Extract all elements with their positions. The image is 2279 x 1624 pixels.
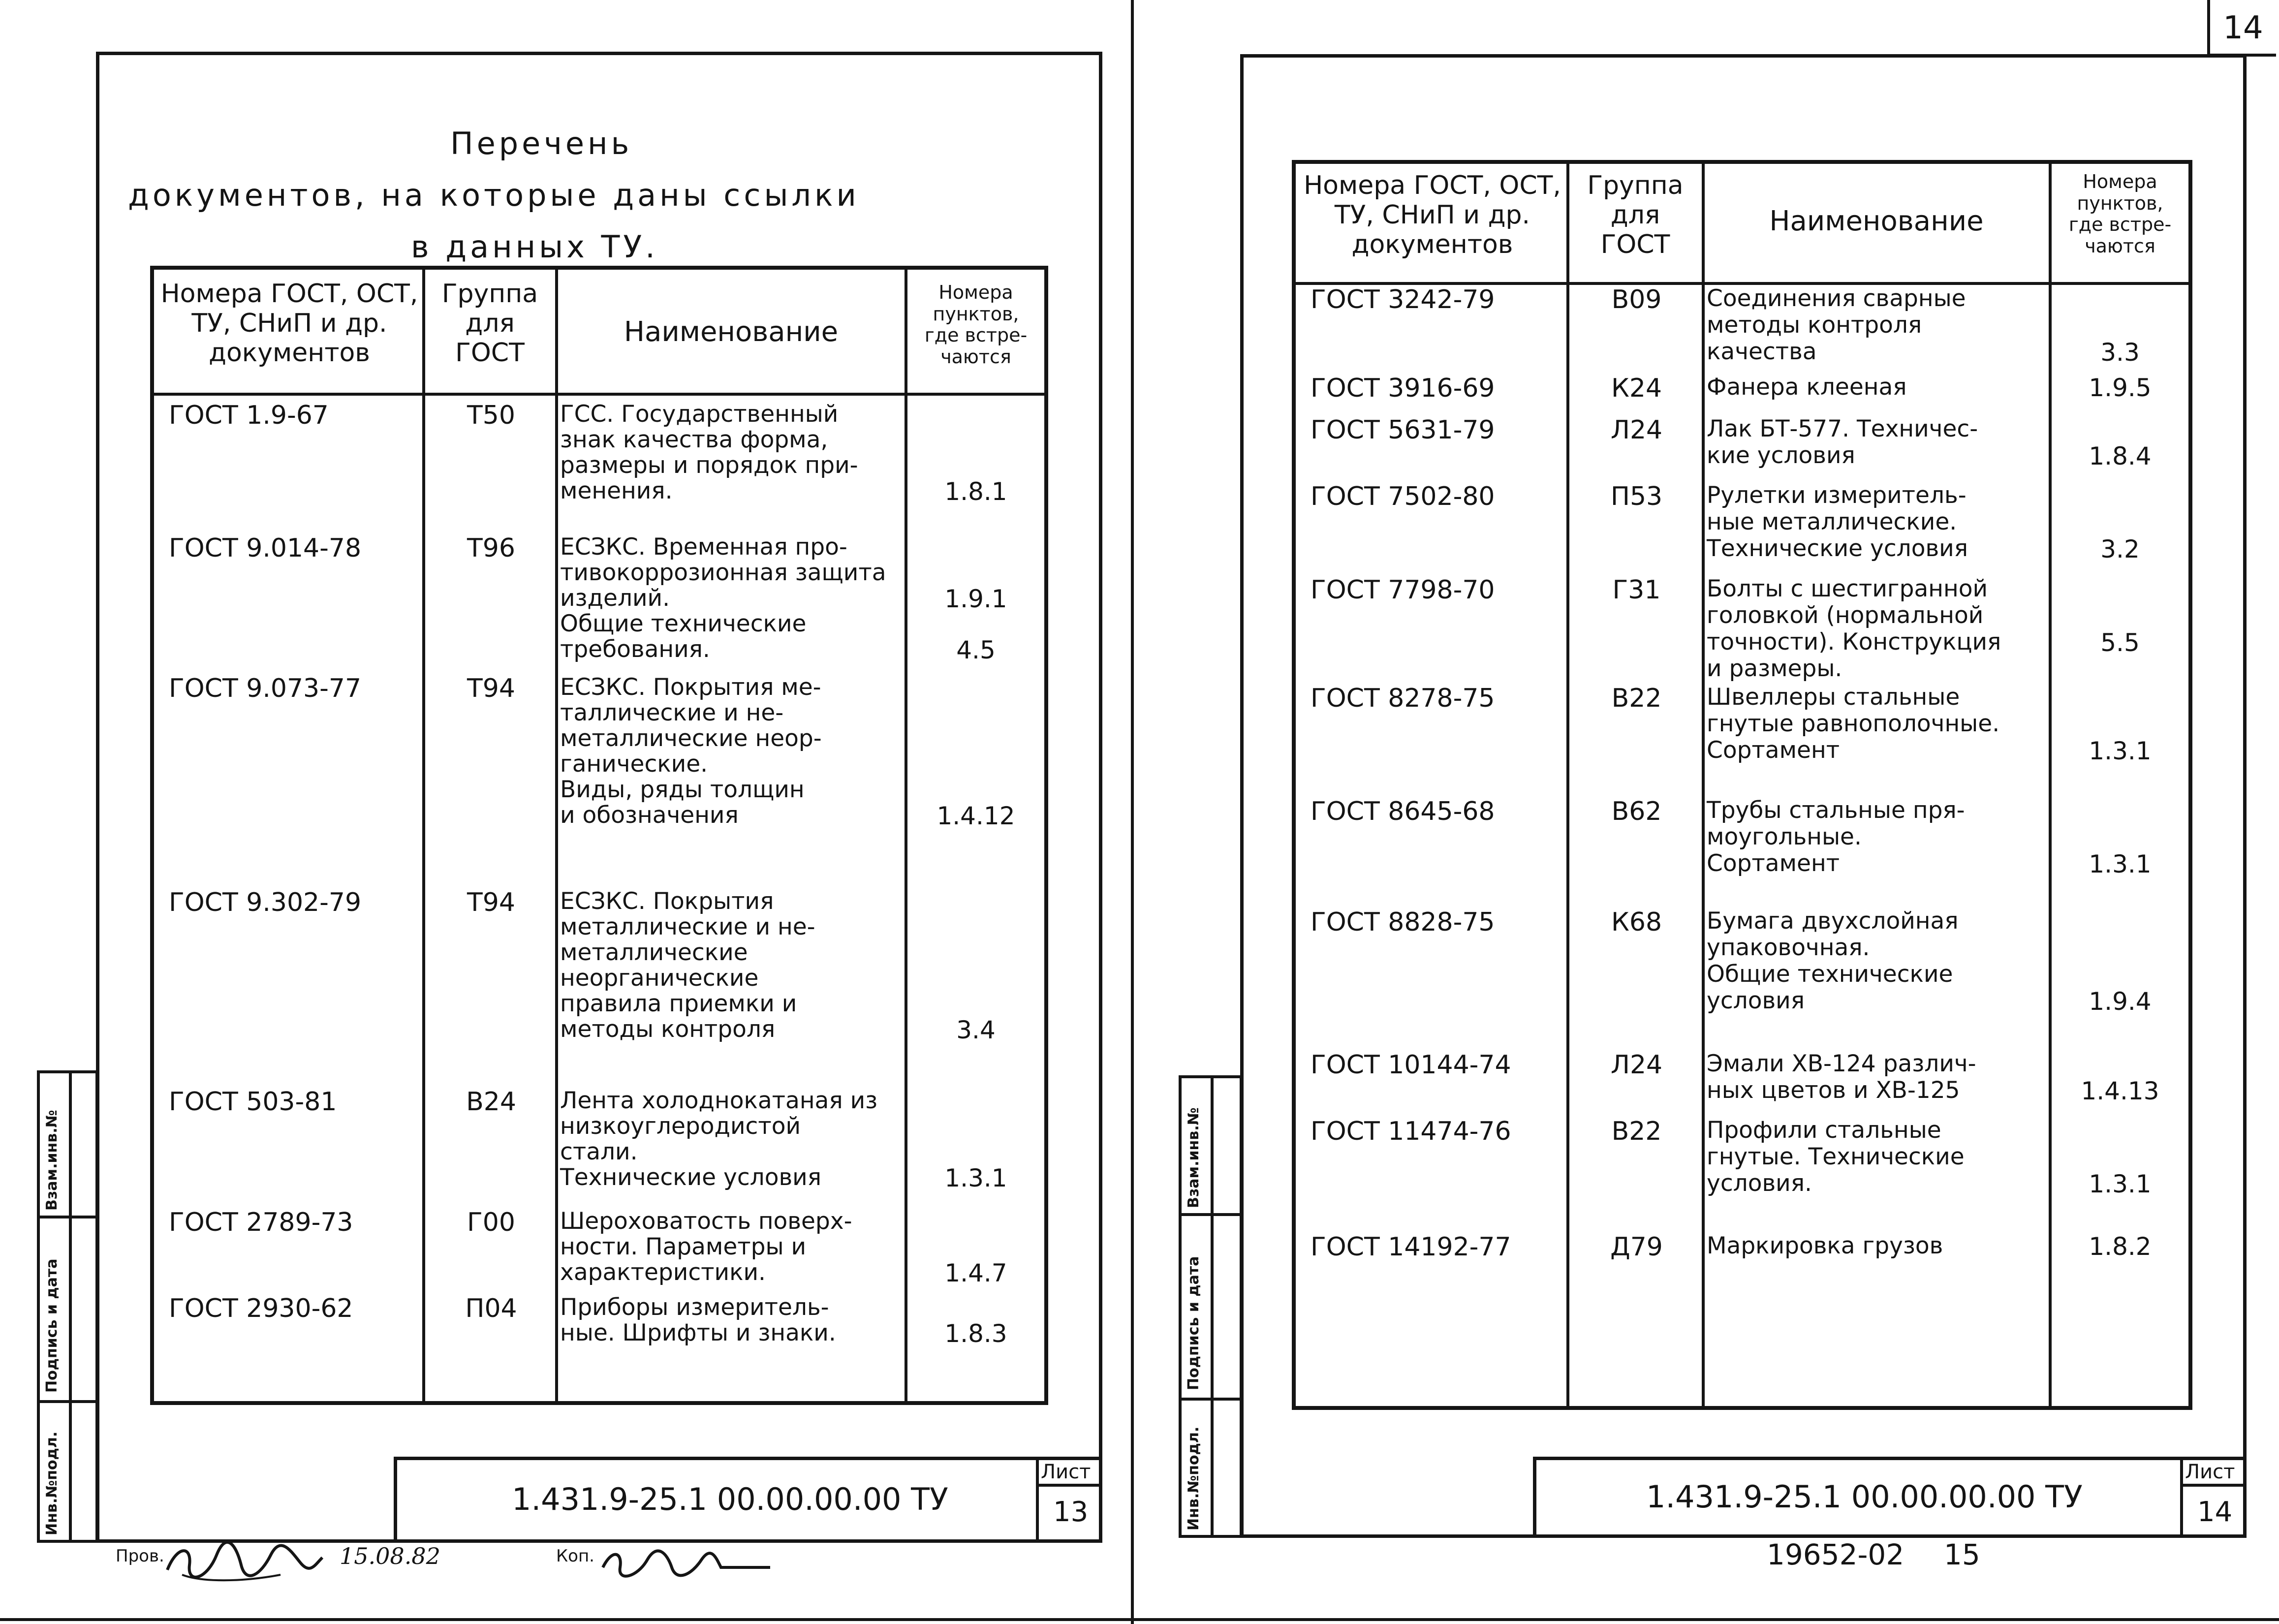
row-title-line: характеристики. (560, 1259, 766, 1286)
row-title-line: ные. Шрифты и знаки. (560, 1319, 836, 1346)
row-title-line: гнутые равнополочные. (1707, 710, 2000, 737)
bottom-edge-line (0, 1618, 2279, 1621)
row-clause-number: 1.3.1 (2089, 850, 2152, 878)
row-title-line: Бумага двухслойная (1707, 907, 1959, 935)
left-strip-row (37, 1400, 98, 1403)
row-clause-number: 1.8.4 (2089, 442, 2152, 470)
left-title-line1: Перечень (450, 125, 633, 161)
col-divider (905, 270, 907, 1401)
row-doc-number: ГОСТ 8278-75 (1311, 684, 1495, 713)
right-stamp-code: 1.431.9-25.1 00.00.00.00 ТУ (1646, 1479, 2083, 1515)
row-group-code: Л24 (1610, 415, 1663, 445)
row-title-line: стали. (560, 1138, 638, 1165)
right-strip-inv-label: Инв.№подл. (1185, 1426, 1202, 1530)
row-title-line: ЕСЗКС. Покрытия (560, 888, 774, 915)
row-clause-number: 1.4.12 (937, 802, 1015, 830)
row-clause-number: 1.8.2 (2089, 1232, 2152, 1261)
header-divider (154, 393, 1044, 396)
row-title-line: Рулетки измеритель- (1707, 482, 1967, 509)
row-title-line: гнутые. Технические (1707, 1143, 1965, 1170)
row-title-line: Приборы измеритель- (560, 1294, 829, 1321)
row-title-line: условия (1707, 987, 1805, 1014)
row-group-code: К68 (1611, 907, 1662, 937)
row-title-line: упаковочная. (1707, 934, 1870, 961)
right-references-table (1292, 160, 2192, 1410)
row-clause-number: 1.9.4 (2089, 987, 2152, 1016)
row-group-code: Т50 (467, 401, 515, 430)
right-strip-row (1179, 1398, 1243, 1401)
row-group-code: Д79 (1610, 1232, 1663, 1262)
row-title-line: ных цветов и ХВ-125 (1707, 1077, 1960, 1104)
row-doc-number: ГОСТ 9.302-79 (169, 888, 362, 917)
header-name: Наименование (1769, 205, 1984, 237)
row-title-line: кие условия (1707, 442, 1855, 469)
row-clause-number: 3.2 (2100, 535, 2140, 563)
left-stamp-sheet-divider (1036, 1457, 1039, 1543)
row-title-line: знак качества форма, (560, 426, 828, 453)
row-group-code: В62 (1611, 797, 1662, 826)
row-doc-number: ГОСТ 3916-69 (1311, 374, 1495, 403)
row-clause-number: 3.4 (956, 1016, 996, 1044)
row-title-line: металлические неор- (560, 725, 822, 752)
footer-page-number: 15 (1944, 1538, 1980, 1571)
row-title-line: моугольные. (1707, 823, 1862, 850)
header-points: Номера пунктов, где встре- чаются (924, 281, 1028, 368)
row-group-code: П04 (465, 1294, 517, 1323)
left-stamp-code: 1.431.9-25.1 00.00.00.00 ТУ (512, 1481, 948, 1517)
left-references-table (150, 266, 1048, 1405)
row-doc-number: ГОСТ 10144-74 (1311, 1050, 1511, 1080)
row-title-line: Общие технические (1707, 961, 1953, 988)
row-clause-number: 5.5 (2100, 628, 2140, 657)
left-strip-col (69, 1070, 72, 1543)
header-group: Группа для ГОСТ (441, 279, 538, 368)
row-title-line: правила приемки и (560, 990, 797, 1017)
row-title-line: Трубы стальные пря- (1707, 797, 1965, 824)
row-doc-number: ГОСТ 8645-68 (1311, 797, 1495, 826)
row-doc-number: ГОСТ 1.9-67 (169, 401, 329, 430)
right-stamp-sheet-divider (2180, 1457, 2183, 1538)
header-number: Номера ГОСТ, ОСТ, ТУ, СНиП и др. документов (1304, 171, 1561, 259)
header-points: Номера пунктов, где встре- чаются (2068, 171, 2172, 257)
row-clause-number: 1.4.13 (2081, 1077, 2159, 1105)
copied-label: Коп. (556, 1546, 594, 1566)
row-title-line: Сортамент (1707, 850, 1840, 877)
row-title-line: Эмали ХВ-124 различ- (1707, 1050, 1976, 1077)
right-strip-sign-label: Подпись и дата (1185, 1256, 1202, 1390)
row-title-line: таллические и не- (560, 699, 784, 726)
left-strip-sign-label: Подпись и дата (43, 1258, 61, 1393)
row-title-line: менения. (560, 477, 673, 504)
right-stamp-sheet-label: Лист (2185, 1461, 2235, 1483)
row-title-line: требования. (560, 636, 710, 663)
row-title-line: ганические. (560, 750, 708, 778)
row-title-line: ные металлические. (1707, 508, 1957, 535)
row-title-line: Фанера клееная (1707, 374, 1907, 401)
row-title-line: тивокоррозионная защита (560, 559, 886, 586)
row-group-code: Т94 (467, 674, 515, 703)
row-clause-number: 1.3.1 (2089, 737, 2152, 765)
col-divider (1566, 164, 1569, 1406)
row-title-line: точности). Конструкция (1707, 628, 2001, 656)
col-divider (1702, 164, 1705, 1406)
row-title-line: Шероховатость поверх- (560, 1208, 852, 1235)
row-title-line: методы контроля (1707, 312, 1922, 339)
checked-date: 15.08.82 (340, 1543, 440, 1569)
row-clause-number: 3.3 (2100, 338, 2140, 367)
row-title-line: головкой (нормальной (1707, 602, 1984, 629)
row-doc-number: ГОСТ 7502-80 (1311, 482, 1495, 511)
row-doc-number: ГОСТ 5631-79 (1311, 415, 1495, 445)
row-doc-number: ГОСТ 3242-79 (1311, 285, 1495, 314)
row-title-line: металлические (560, 939, 748, 966)
checked-label: Пров. (116, 1546, 164, 1566)
row-title-line: и размеры. (1707, 655, 1842, 682)
row-title-line: низкоуглеродистой (560, 1113, 801, 1140)
right-stamp-sheet-hline (2180, 1484, 2247, 1487)
row-title-line: Общие технические (560, 610, 807, 637)
row-group-code: Г00 (467, 1208, 515, 1237)
row-title-line: Сортамент (1707, 737, 1840, 764)
corner-page-box (2207, 0, 2276, 57)
corner-page-number: 14 (2223, 10, 2263, 46)
left-title-line3: в данных ТУ. (411, 229, 658, 265)
row-group-code: В09 (1611, 285, 1662, 314)
row-doc-number: ГОСТ 7798-70 (1311, 575, 1495, 605)
row-title-line: ЕСЗКС. Покрытия ме- (560, 674, 821, 701)
row-group-code: К24 (1611, 374, 1662, 403)
left-title-line2: документов, на которые даны ссылки (128, 177, 860, 213)
row-title-line: условия. (1707, 1170, 1812, 1197)
sheet-divider (1131, 0, 1134, 1624)
row-clause-number: 1.9.1 (944, 585, 1007, 613)
left-strip-replace-label: Взам.инв.№ (43, 1110, 61, 1211)
row-title-line: Виды, ряды толщин (560, 776, 805, 803)
row-group-code: В22 (1611, 1117, 1662, 1146)
row-clause-number: 1.8.3 (944, 1319, 1007, 1348)
row-title-line: неорганические (560, 965, 759, 992)
left-stamp-sheet-number: 13 (1053, 1496, 1089, 1528)
header-number: Номера ГОСТ, ОСТ, ТУ, СНиП и др. документов (160, 279, 418, 368)
left-strip-row (37, 1216, 98, 1218)
row-group-code: Т94 (467, 888, 515, 917)
right-strip-row (1179, 1213, 1243, 1216)
row-title-line: качества (1707, 338, 1817, 365)
right-strip-col (1211, 1075, 1214, 1538)
row-title-line: Швеллеры стальные (1707, 684, 1960, 711)
left-stamp-sheet-hline (1036, 1484, 1102, 1487)
col-divider (555, 270, 558, 1401)
left-strip-inv-label: Инв.№подл. (43, 1431, 61, 1535)
header-group: Группа для ГОСТ (1587, 171, 1684, 259)
row-clause-number: 1.8.1 (944, 477, 1007, 506)
row-title-line: Болты с шестигранной (1707, 575, 1988, 602)
header-name: Наименование (624, 316, 839, 348)
row-title-line: ГСС. Государственный (560, 401, 839, 428)
row-title-line: и обозначения (560, 802, 739, 829)
row-title-line: Маркировка грузов (1707, 1232, 1943, 1259)
row-doc-number: ГОСТ 2930-62 (169, 1294, 353, 1323)
right-stamp-sheet-number: 14 (2197, 1496, 2233, 1528)
checked-signature (162, 1535, 325, 1590)
row-title-line: размеры и порядок при- (560, 452, 858, 479)
row-group-code: Л24 (1610, 1050, 1663, 1080)
row-group-code: В22 (1611, 684, 1662, 713)
row-title-line: Технические условия (560, 1164, 821, 1191)
row-clause-number: 1.3.1 (944, 1164, 1007, 1192)
row-doc-number: ГОСТ 8828-75 (1311, 907, 1495, 937)
row-title-line: Профили стальные (1707, 1117, 1941, 1144)
row-doc-number: ГОСТ 11474-76 (1311, 1117, 1511, 1146)
row-group-code: Г31 (1612, 575, 1661, 605)
row-group-code: В24 (466, 1087, 516, 1117)
row-title-line: Соединения сварные (1707, 285, 1966, 312)
row-title-line: ности. Параметры и (560, 1233, 807, 1260)
row-title-line: Технические условия (1707, 535, 1968, 562)
row-group-code: П53 (1610, 482, 1663, 511)
row-title-line: Лента холоднокатаная из (560, 1087, 878, 1114)
row-title-line: Лак БТ-577. Техничес- (1707, 415, 1978, 442)
row-clause-number: 1.3.1 (2089, 1170, 2152, 1198)
copied-signature (598, 1538, 775, 1587)
row-doc-number: ГОСТ 9.014-78 (169, 533, 362, 563)
row-doc-number: ГОСТ 9.073-77 (169, 674, 362, 703)
row-doc-number: ГОСТ 14192-77 (1311, 1232, 1511, 1262)
row-title-line: методы контроля (560, 1016, 776, 1043)
row-group-code: Т96 (467, 533, 515, 563)
row-clause-number: 1.9.5 (2089, 374, 2152, 402)
row-title-line: металлические и не- (560, 913, 815, 940)
left-stamp-sheet-label: Лист (1041, 1461, 1091, 1483)
col-divider (422, 270, 425, 1401)
footer-order-number: 19652-02 (1767, 1538, 1904, 1571)
row-title-line: изделий. (560, 585, 670, 612)
row-clause-number: 4.5 (956, 636, 996, 664)
right-strip-replace-label: Взам.инв.№ (1185, 1107, 1202, 1208)
row-doc-number: ГОСТ 503-81 (169, 1087, 337, 1117)
row-clause-number: 1.4.7 (944, 1259, 1007, 1287)
row-doc-number: ГОСТ 2789-73 (169, 1208, 353, 1237)
row-title-line: ЕСЗКС. Временная про- (560, 533, 847, 561)
